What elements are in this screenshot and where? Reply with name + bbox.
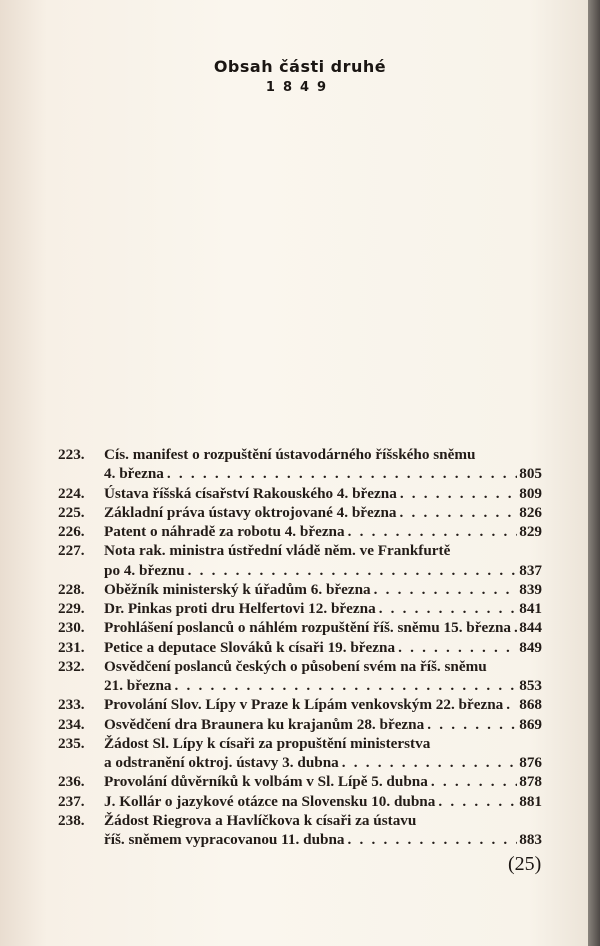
toc-entry	[58, 734, 542, 773]
entry-number: 224.	[58, 484, 85, 502]
entry-number: 223.	[58, 446, 85, 463]
entry-number: 229.	[58, 600, 85, 617]
dot-leader	[428, 772, 517, 791]
entry-title-line: Osvědčení dra Braunera ku krajanům 28. března	[104, 715, 425, 733]
entry-number: 235.	[58, 734, 85, 752]
entry-title-line: Patent o náhradě za robotu 4. března	[104, 523, 345, 540]
entry-page: 829	[519, 523, 542, 540]
entry-page: 883	[519, 831, 542, 848]
toc-entry	[58, 811, 542, 850]
entry-title-line: Provolání důvěrníků k volbám v Sl. Lípě 5. dubna	[104, 773, 428, 791]
toc-entry	[58, 599, 542, 618]
entry-title-line: 4. března	[104, 465, 164, 483]
toc-entry	[58, 522, 542, 541]
dot-leader	[395, 638, 517, 657]
toc-entry	[58, 695, 542, 714]
page-number: (25)	[508, 853, 542, 875]
entry-title-line: po 4. březnu	[104, 561, 185, 579]
toc-entry	[58, 503, 542, 522]
toc-entry	[58, 657, 542, 696]
entry-title-line: říš. sněmem vypracovanou 11. dubna	[104, 831, 345, 848]
entry-number: 236.	[58, 773, 85, 791]
entry-title-line: J. Kollár o jazykové otázce na Slovensku 10. dubna	[104, 792, 436, 810]
entry-page: 809	[519, 484, 542, 502]
entry-page: 839	[519, 580, 542, 598]
toc-entry	[58, 541, 542, 580]
dot-leader	[397, 503, 518, 522]
entry-page: 849	[519, 638, 542, 656]
dot-leader	[503, 695, 517, 714]
entry-page: 876	[519, 754, 542, 771]
entry-number: 238.	[58, 811, 85, 829]
dot-leader	[164, 464, 517, 483]
entry-page: 881	[519, 792, 542, 810]
entry-title-line: Oběžník ministerský k úřadům 6. března	[104, 580, 371, 598]
toc-entry	[58, 618, 542, 637]
dot-leader	[185, 561, 518, 580]
entry-page: 826	[519, 503, 542, 521]
entry-page: 837	[519, 561, 542, 579]
toc-entry	[58, 445, 542, 484]
entry-title-line: a odstranění oktroj. ústavy 3. dubna	[104, 754, 339, 771]
dot-leader	[424, 715, 517, 734]
entry-title-line: Osvědčení poslanců českých o působení svém na říš. sněmu	[104, 657, 487, 675]
entry-number: 227.	[58, 542, 85, 560]
entry-number: 225.	[58, 503, 85, 521]
entry-title-line: Žádost Sl. Lípy k císaři za propuštění ministerstva	[104, 734, 431, 752]
dot-leader	[376, 599, 518, 618]
entry-number: 226.	[58, 523, 85, 540]
dot-leader	[345, 830, 518, 849]
entry-page: 805	[519, 465, 542, 483]
entry-title-line: 21. března	[104, 677, 172, 694]
year-heading: 1849	[265, 80, 335, 95]
dot-leader	[345, 522, 518, 541]
page-title: Obsah části druhé	[213, 57, 387, 76]
entry-page: 869	[519, 715, 542, 733]
entry-title-line: Prohlášení poslanců o náhlém rozpuštění říš. sněmu 15. března	[104, 619, 512, 637]
table-of-contents	[58, 445, 542, 849]
entry-number: 230.	[58, 619, 85, 637]
entry-number: 234.	[58, 715, 85, 733]
toc-entry	[58, 792, 542, 811]
entry-page: 841	[519, 600, 542, 617]
entry-title-line: Petice a deputace Slováků k císaři 19. března	[104, 638, 396, 656]
entry-number: 233.	[58, 696, 85, 714]
toc-entry	[58, 484, 542, 503]
dot-leader	[371, 580, 518, 599]
toc-entry	[58, 638, 542, 657]
toc-entry	[58, 772, 542, 791]
dot-leader	[172, 676, 518, 695]
entry-title-line: Základní práva ústavy oktrojované 4. března	[104, 503, 397, 521]
toc-entry	[58, 580, 542, 599]
entry-page: 844	[519, 619, 542, 637]
entry-title-line: Provolání Slov. Lípy v Praze k Lípám venkovským 22. března	[104, 696, 504, 714]
toc-entry	[58, 715, 542, 734]
entry-title-line: Cís. manifest o rozpuštění ústavodárného říšského sněmu	[104, 446, 476, 463]
entry-page: 853	[519, 677, 542, 694]
dot-leader	[339, 753, 517, 772]
dot-leader	[397, 484, 517, 503]
entry-title-line: Dr. Pinkas proti dru Helfertovi 12. března	[104, 600, 376, 617]
entry-title-line: Ústava říšská císařství Rakouského 4. března	[104, 484, 397, 502]
entry-page: 868	[519, 696, 542, 714]
entry-title-line: Nota rak. ministra ústřední vládě něm. ve Frankfurtě	[104, 542, 451, 560]
entry-number: 232.	[58, 657, 85, 675]
entry-number: 231.	[58, 638, 85, 656]
page-edge-shadow	[588, 0, 600, 946]
entry-number: 228.	[58, 580, 85, 598]
dot-leader	[435, 792, 517, 811]
entry-number: 237.	[58, 792, 85, 810]
entry-title-line: Žádost Riegrova a Havlíčkova k císaři za ústavu	[104, 811, 417, 829]
entry-page: 878	[519, 773, 542, 791]
